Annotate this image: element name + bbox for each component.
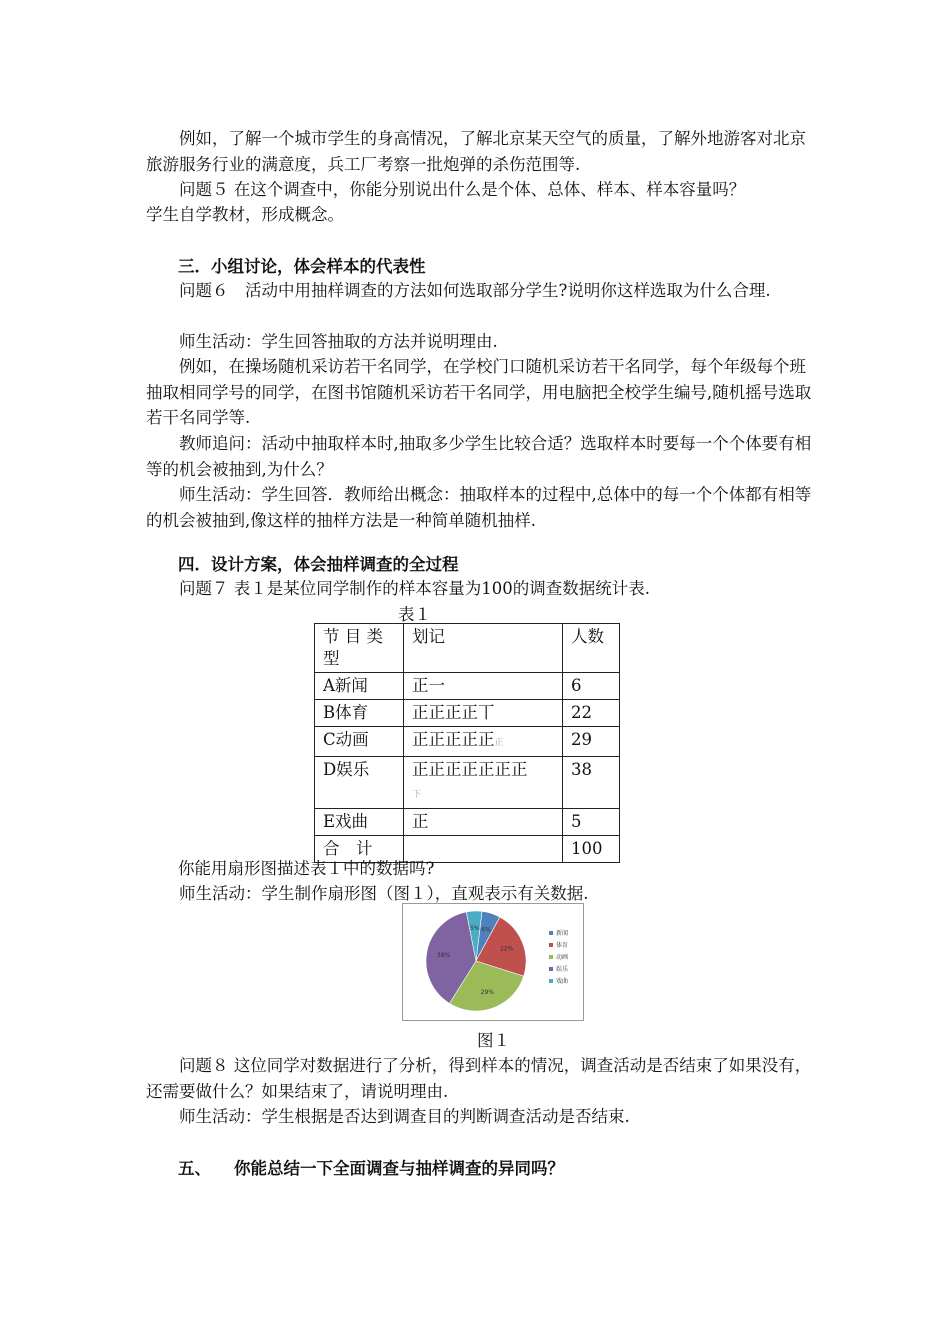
question-6: 问题６ 活动中用抽样调查的方法如何选取部分学生?说明你这样选取为什么合理. (179, 281, 771, 300)
table-row (315, 727, 620, 757)
paragraph-sampling-examples: 例如，在操场随机采访若干名同学，在学校门口随机采访若干名同学，每个年级每个班抽取相同学号的同学，在图书馆随机采访若干名同学，用电脑把全校学生编号,随机摇号选取若干名同学等. (146, 357, 812, 427)
cell-tally: 正正正正正正正 下 (404, 757, 563, 809)
table-row (315, 673, 620, 700)
pie-data-label: 22% (499, 945, 514, 953)
legend-swatch (549, 955, 553, 959)
table-header-row (315, 624, 620, 673)
question-8: 问题８ 这位同学对数据进行了分析，得到样本的情况，调查活动是否结束了如果没有，还需要做什么？如果结束了，请说明理由. (146, 1056, 812, 1101)
section-heading-3: 三．小组讨论，体会样本的代表性 (178, 257, 426, 276)
table-row (315, 757, 620, 809)
paragraph-examples: 例如，了解一个城市学生的身高情况，了解北京某天空气的质量，了解外地游客对北京旅游服务行业的满意度，兵工厂考察一批炮弹的杀伤范围等. (146, 129, 806, 174)
legend-swatch (549, 979, 553, 983)
pie-data-label: 6% (481, 926, 491, 934)
cell-type: A新闻 (315, 673, 404, 700)
table-row (315, 809, 620, 836)
legend-swatch (549, 967, 553, 971)
section-heading-4: 四．设计方案，体会抽样调查的全过程 (178, 555, 459, 574)
cell-type: B体育 (315, 700, 404, 727)
question-7: 问题７ 表１是某位同学制作的样本容量为100的调查数据统计表. (179, 579, 650, 598)
question-pie: 你能用扇形图描述表１中的数据吗? (178, 859, 435, 878)
cell-count: 6 (563, 673, 620, 700)
activity-end: 师生活动：学生根据是否达到调查目的判断调查活动是否结束. (179, 1107, 630, 1126)
header-count: 人数 (563, 624, 620, 673)
table-row (315, 700, 620, 727)
pie-data-label: 29% (480, 988, 495, 996)
cell-type: D娱乐 (315, 757, 404, 809)
pie-data-label: 38% (436, 952, 451, 960)
legend-swatch (549, 931, 553, 935)
survey-table (314, 623, 620, 863)
table-caption: 表１ (398, 605, 431, 624)
activity-pie: 师生活动：学生制作扇形图（图１），直观表示有关数据. (179, 884, 589, 903)
figure-caption: 图１ (477, 1031, 510, 1050)
header-tally: 划记 (404, 624, 563, 673)
cell-type: E戏曲 (315, 809, 404, 836)
cell-tally: 正一 (404, 673, 563, 700)
section-heading-5-number: 五、 (178, 1159, 211, 1178)
activity-concept: 师生活动：学生回答．教师给出概念：抽取样本的过程中,总体中的每一个个体都有相等的机会被抽到,像这样的抽样方法是一种简单随机抽样. (146, 485, 812, 530)
section-heading-5: 你能总结一下全面调查与抽样调查的异同吗？ (234, 1159, 564, 1178)
legend-label: 戏曲 (556, 978, 569, 985)
legend-label: 动画 (556, 954, 569, 961)
question-5: 问题５ 在这个调查中，你能分别说出什么是个体、总体、样本、样本容量吗？ (179, 180, 746, 199)
cell-tally: 正正正正正正 (404, 727, 563, 757)
pie-chart-figure (402, 903, 584, 1021)
legend-label: 娱乐 (556, 966, 569, 973)
cell-total-label: 合 计 (315, 836, 404, 863)
cell-total: 100 (563, 836, 620, 863)
cell-count: 29 (563, 727, 620, 757)
cell-tally: 正 (404, 809, 563, 836)
activity-answer: 师生活动：学生回答抽取的方法并说明理由. (179, 332, 498, 351)
teacher-followup: 教师追问：活动中抽取样本时,抽取多少学生比较合适？选取样本时要每一个个体要有相等的机会被抽到,为什么？ (146, 434, 812, 479)
pie-data-label: 5% (470, 925, 480, 933)
legend-swatch (549, 943, 553, 947)
legend-label: 体育 (556, 942, 569, 949)
self-study-note: 学生自学教材，形成概念。 (146, 205, 344, 224)
cell-count: 5 (563, 809, 620, 836)
cell-tally: 正正正正丅 (404, 700, 563, 727)
cell-count: 38 (563, 757, 620, 809)
header-type: 节 目 类型 (315, 624, 404, 673)
pie-chart (403, 904, 583, 1020)
cell-count: 22 (563, 700, 620, 727)
legend-label: 新闻 (556, 930, 569, 937)
cell-type: C动画 (315, 727, 404, 757)
